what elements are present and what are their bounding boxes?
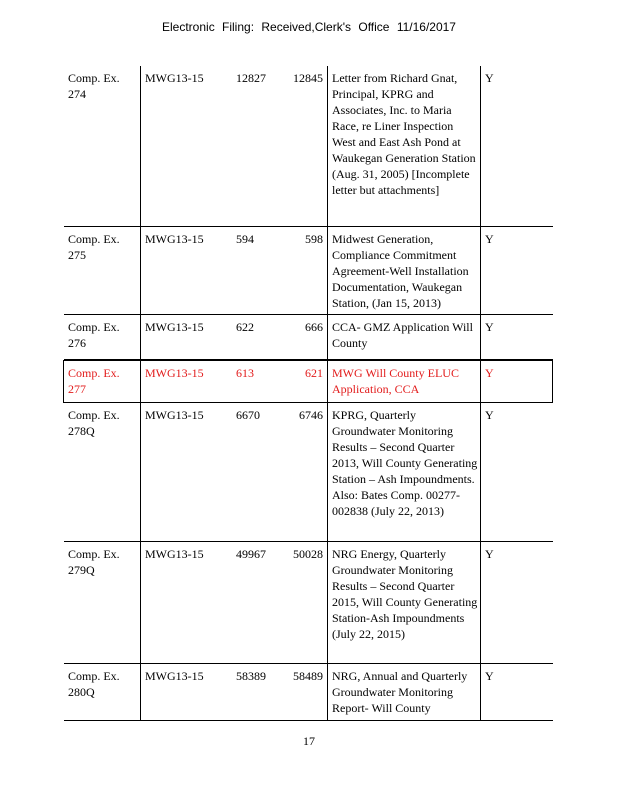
table-row xyxy=(64,315,553,360)
exhibit-id: Comp. Ex. 274 xyxy=(64,66,141,226)
table-row xyxy=(64,664,553,721)
exhibit-description: NRG Energy, Quarterly Groundwater Monitoring Results – Second Quarter 2015, Will County Generating Station-Ash Impoundments (July 22, 2015) xyxy=(328,542,481,663)
table-row xyxy=(64,227,553,315)
bates-start: 6670 xyxy=(236,408,260,422)
exhibit-flag: Y xyxy=(485,408,494,422)
bates-start: 622 xyxy=(236,320,254,334)
exhibit-id: Comp. Ex. 275 xyxy=(64,227,141,314)
bates-prefix: MWG13-15 xyxy=(145,232,204,246)
exhibit-id: Comp. Ex. 278Q xyxy=(64,403,141,541)
bates-start: 594 xyxy=(236,232,254,246)
bates-end: 6746 xyxy=(284,403,328,541)
bates-prefix: MWG13-15 xyxy=(145,320,204,334)
bates-end: 12845 xyxy=(284,66,328,226)
exhibit-id: Comp. Ex. 280Q xyxy=(64,664,141,720)
exhibit-flag: Y xyxy=(485,547,494,561)
exhibit-id: Comp. Ex. 279Q xyxy=(64,542,141,663)
exhibit-description: MWG Will County ELUC Application, CCA xyxy=(328,361,481,402)
bates-end: 50028 xyxy=(284,542,328,663)
bates-end: 666 xyxy=(284,315,328,359)
bates-end: 621 xyxy=(284,361,328,402)
bates-start: 12827 xyxy=(236,71,266,85)
table-row xyxy=(64,403,553,542)
exhibit-flag: Y xyxy=(485,320,494,334)
bates-end: 598 xyxy=(284,227,328,314)
bates-prefix: MWG13-15 xyxy=(145,71,204,85)
exhibit-description: Midwest Generation, Compliance Commitment Agreement-Well Installation Documentation, Waukegan Station, (Jan 15, 2013) xyxy=(328,227,481,314)
table-row xyxy=(64,66,553,227)
exhibit-flag: Y xyxy=(485,232,494,246)
exhibit-id: Comp. Ex. 277 xyxy=(64,361,141,402)
bates-prefix: MWG13-15 xyxy=(145,366,204,380)
exhibit-flag: Y xyxy=(485,366,494,380)
exhibit-description: CCA- GMZ Application Will County xyxy=(328,315,481,359)
bates-prefix: MWG13-15 xyxy=(145,408,204,422)
exhibit-flag: Y xyxy=(485,71,494,85)
bates-prefix: MWG13-15 xyxy=(145,669,204,683)
bates-start: 49967 xyxy=(236,547,266,561)
exhibit-table xyxy=(64,66,553,721)
bates-prefix: MWG13-15 xyxy=(145,547,204,561)
bates-start: 613 xyxy=(236,366,254,380)
table-row xyxy=(64,542,553,664)
bates-end: 58489 xyxy=(284,664,328,720)
exhibit-description: Letter from Richard Gnat, Principal, KPRG and Associates, Inc. to Maria Race, re Liner Inspection West and East Ash Pond at Waukegan Generation Station (Aug. 31, 2005) [Incomplete letter but attachments] xyxy=(328,66,481,226)
exhibit-id: Comp. Ex. 276 xyxy=(64,315,141,359)
exhibit-flag: Y xyxy=(485,669,494,683)
exhibit-description: NRG, Annual and Quarterly Groundwater Monitoring Report- Will County xyxy=(328,664,481,720)
bates-start: 58389 xyxy=(236,669,266,683)
page-number: 17 xyxy=(303,734,315,748)
table-row-highlighted xyxy=(63,360,553,403)
filing-header: Electronic Filing: Received,Clerk's Office 11/16/2017 xyxy=(162,20,456,34)
exhibit-description: KPRG, Quarterly Groundwater Monitoring Results – Second Quarter 2013, Will County Generating Station – Ash Impoundments. Also: Bates Comp. 00277-002838 (July 22, 2013) xyxy=(328,403,481,541)
